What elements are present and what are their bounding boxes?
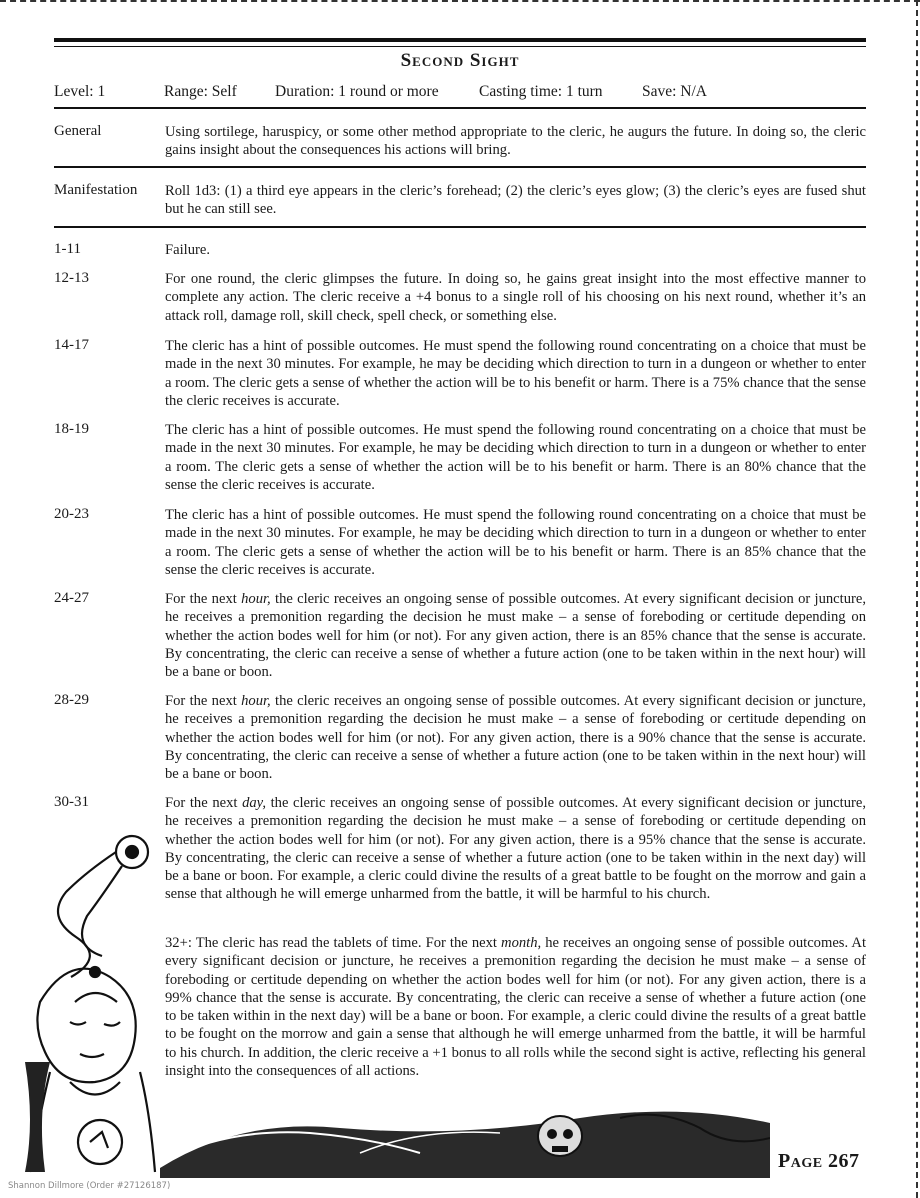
page-border-top [0,0,920,2]
result-text: For the next day, the cleric receives an ongoing sense of possible outcomes. At every significant decision or juncture, he receives a premonition regarding the decision he must make – a sense of foreboding or certitude depending on whether the action bodes well for him (or not). For any given action, there is a 95% chance that the sense is accurate. By concentrating, the cleric can receive a sense of whether a future action (one to be taken within in the next day) will be a bane or boon. For example, a cleric could divine the results of a great battle to be fought on the morrow and gain a sense that although he will emerge unharmed from the battle, it will be harmful to his church. [165,795,866,903]
manifestation-text: Roll 1d3: (1) a third eye appears in the cleric’s forehead; (2) the cleric’s eyes glow; (3) the cleric’s eyes are fused shut but he can still see. [165,183,866,218]
result-text: Failure. [165,242,210,258]
general-text: Using sortilege, haruspicy, or some other method appropriate to the cleric, he augurs the future. In doing so, the cleric gains insight about the consequences his actions will bring. [165,124,866,159]
result-text: The cleric has a hint of possible outcomes. He must spend the following round concentrating on a choice that must be made in the next 30 minutes. For example, he may be deciding which direction to turn in a dungeon or whether to enter a room. The cleric gets a sense of whether the action will be to his benefit or harm. There is an 80% chance that the sense the cleric receives is accurate. [165,422,866,493]
header-rule-thick [54,38,866,42]
result-range: 30-31 [54,794,89,810]
page-number: Page 267 [778,1150,860,1172]
seer-illustration [20,822,160,1182]
result-range: 18-19 [54,421,89,437]
bottom-border-illustration [160,1098,770,1178]
skull-icon [538,1116,582,1156]
final-result-text: 32+: The cleric has read the tablets of time. For the next month, he receives an ongoing sense of possible outcomes. At every significant decision or juncture, he receives a premonition regarding the decision he must make – a sense of foreboding or certitude depending on whether the action bodes well for him (or not). For any given action, there is a 99% chance that the sense is accurate. By concentrating, the cleric can receive a sense of whether a future action (one to be taken within in the next day) will be a bane or boon. For example, a cleric could divine the results of a great battle to be fought on the morrow and gain a sense that although he will emerge unharmed from the battle, it will be harmful to his church. In addition, the cleric receive a +1 bonus to all rolls while the second sight is active, reflecting his general insight into the consequences of all actions. [165,935,866,1080]
result-range: 20-23 [54,506,89,522]
spell-casting-time: Casting time: 1 turn [479,83,603,100]
result-text: The cleric has a hint of possible outcomes. He must spend the following round concentrating on a choice that must be made in the next 30 minutes. For example, he may be deciding which direction to turn in a dungeon or whether to enter a room. The cleric gets a sense of whether the action will be to his benefit or harm. There is a 75% chance that the sense the cleric receives is accurate. [165,338,866,409]
general-label: General [54,123,102,139]
divider [54,226,866,228]
amulet-icon [78,1120,122,1164]
result-text: For one round, the cleric glimpses the future. In doing so, he gains great insight into the most effective manner to complete any action. The cleric receive a +4 bonus to a single roll of his choosing on his next round, whether it’s an attack roll, damage roll, skill check, spell check, or something else. [165,271,866,324]
spell-range: Range: Self [164,83,237,100]
result-text: For the next hour, the cleric receives an ongoing sense of possible outcomes. At every significant decision or juncture, he receives a premonition regarding the decision he must make – a sense of foreboding or certitude depending on whether the action bodes well for him (or not). For any given action, there is a 90% chance that the sense is accurate. By concentrating, the cleric can receive a sense of whether a future action (one to be taken within in the next hour) will be a bane or boon. [165,693,866,783]
spell-duration: Duration: 1 round or more [275,83,439,100]
divider [54,166,866,168]
order-watermark: Shannon Dillmore (Order #27126187) [8,1181,171,1191]
spell-title: Second Sight [400,50,520,71]
spell-level: Level: 1 [54,83,106,100]
result-range: 24-27 [54,590,89,606]
result-text: For the next hour, the cleric receives an ongoing sense of possible outcomes. At every significant decision or juncture, he receives a premonition regarding the decision he must make – a sense of foreboding or certitude depending on whether the action bodes well for him (or not). For any given action, there is an 85% chance that the sense is accurate. By concentrating, the cleric can receive a sense of whether a future action (one to be taken within in the next hour) will be a bane or boon. [165,591,866,681]
result-text: The cleric has a hint of possible outcomes. He must spend the following round concentrating on a choice that must be made in the next 30 minutes. For example, he may be deciding which direction to turn in a dungeon or whether to enter a room. The cleric gets a sense of whether the action will be to his benefit or harm. There is an 85% chance that the sense the cleric receives is accurate. [165,507,866,578]
result-range: 1-11 [54,241,81,257]
result-range: 12-13 [54,270,89,286]
header-rule-thin [54,46,866,47]
divider [54,107,866,109]
manifestation-label: Manifestation [54,182,138,198]
page-border-right [916,0,918,1198]
result-range: 28-29 [54,692,89,708]
spell-save: Save: N/A [642,83,708,100]
third-eye-icon [90,967,100,977]
result-range: 14-17 [54,337,89,353]
